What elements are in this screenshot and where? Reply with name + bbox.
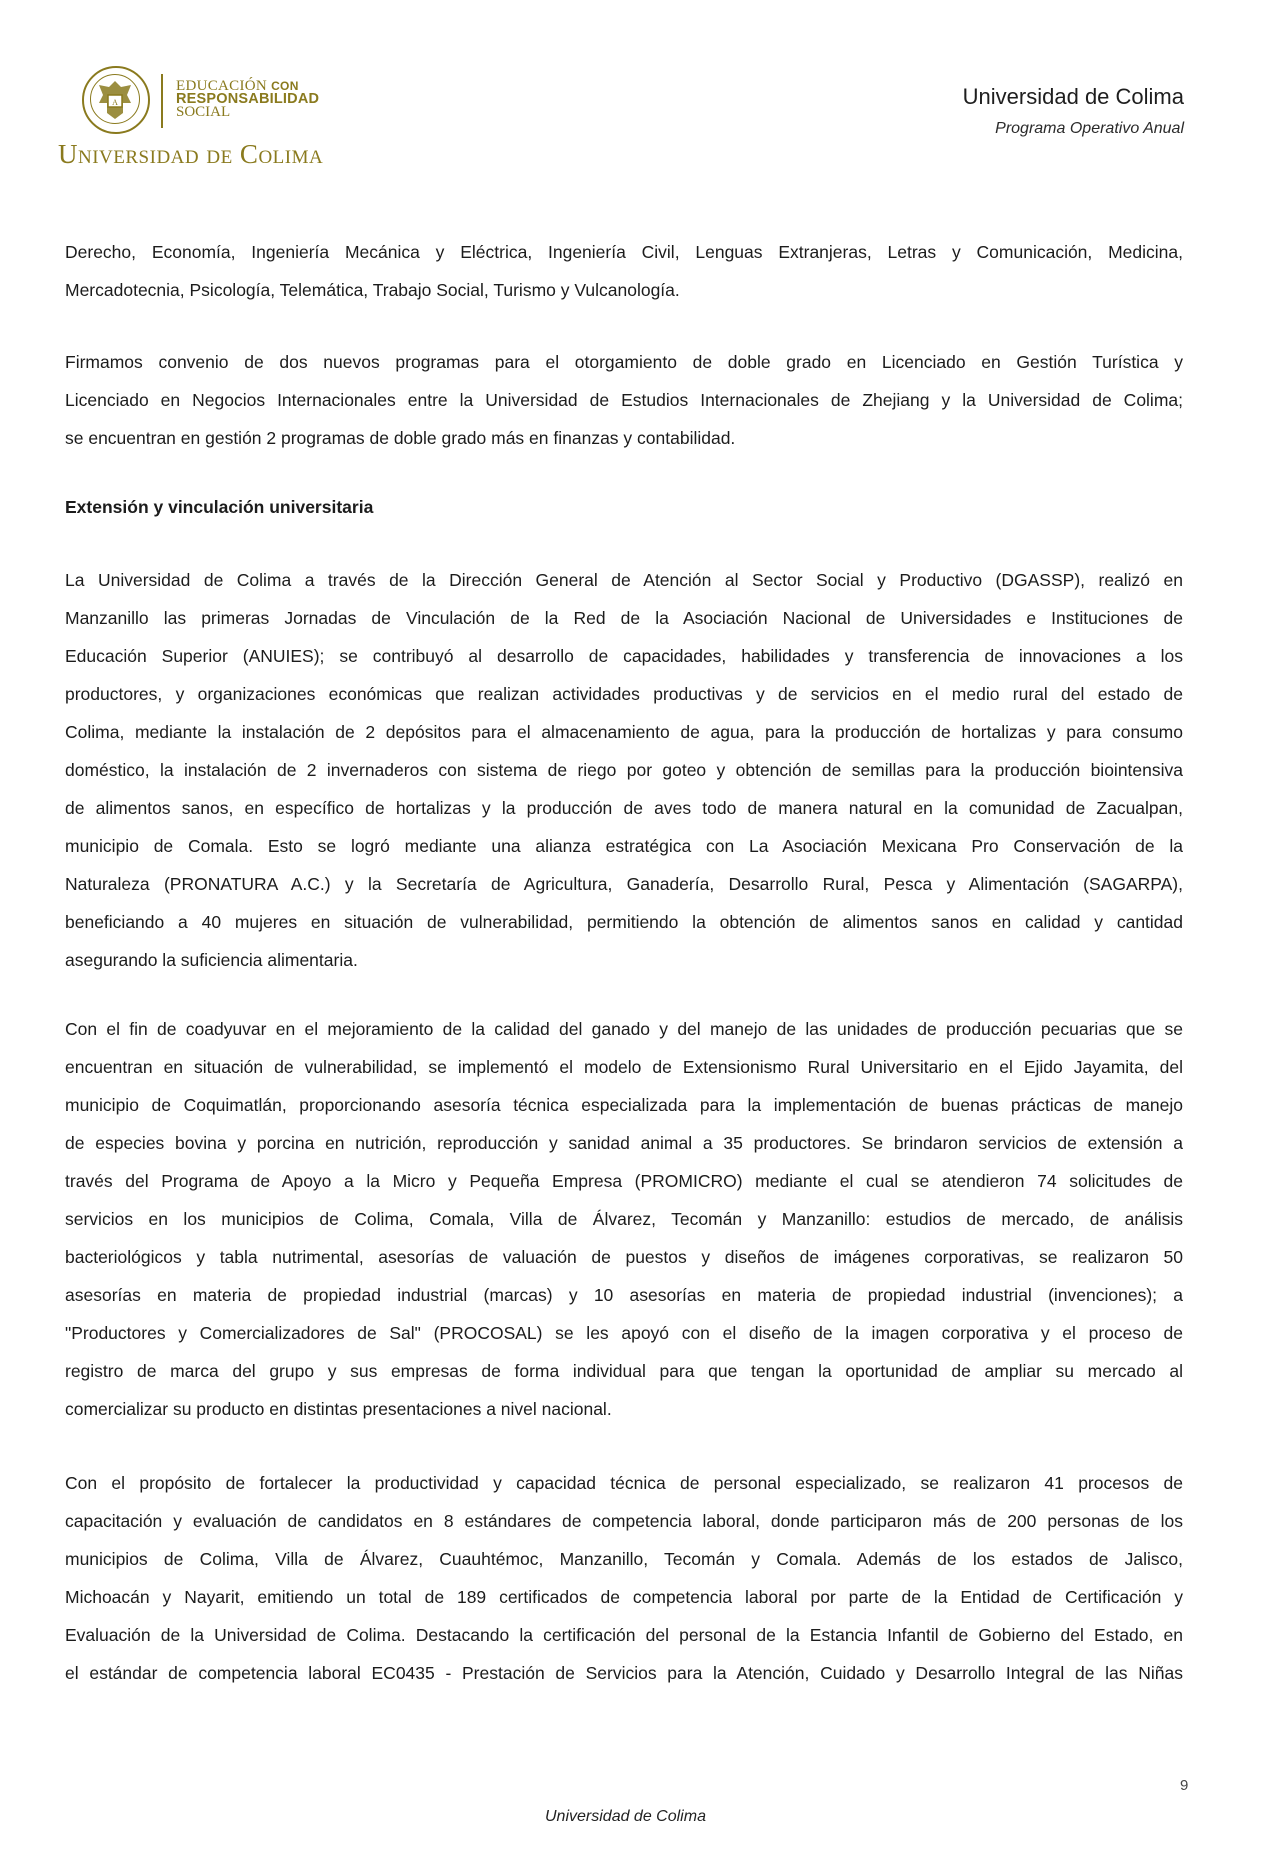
header-title: Universidad de Colima (962, 84, 1184, 109)
paragraph-line: de especies bovina y porcina en nutrición, reproducción y sanidad animal a 35 productores. Se brindaron servicios de extensión a (65, 1133, 1183, 1153)
paragraph-line: registro de marca del grupo y sus empresas de forma individual para que tengan la oportunidad de ampliar su mercado al (65, 1361, 1183, 1381)
paragraph-line: "Productores y Comercializadores de Sal" (PROCOSAL) se les apoyó con el diseño de la imagen corporativa y el proceso de (65, 1323, 1183, 1343)
paragraph-line: La Universidad de Colima a través de la Dirección General de Atención al Sector Social y Productivo (DGASSP), realizó en (65, 570, 1183, 590)
eagle-crest-icon (90, 74, 140, 124)
page-number: 9 (1180, 1777, 1189, 1794)
paragraph-line: municipio de Comala. Esto se logró mediante una alianza estratégica con La Asociación Mexicana Pro Conservación de la (65, 836, 1183, 856)
paragraph-line: encuentran en situación de vulnerabilidad, se implementó el modelo de Extensionismo Rural Universitario en el Ejido Jayamita, del (65, 1057, 1183, 1077)
university-seal-icon (82, 66, 150, 134)
slogan-line-3: SOCIAL (176, 104, 231, 120)
paragraph-line: capacitación y evaluación de candidatos en 8 estándares de competencia laboral, donde participaron más de 200 personas de los (65, 1511, 1183, 1531)
slogan-line-2: RESPONSABILIDAD (176, 91, 320, 107)
paragraph-line: Naturaleza (PRONATURA A.C.) y la Secretaría de Agricultura, Ganadería, Desarrollo Rural, Pesca y Alimentación (SAGARPA), (65, 874, 1183, 894)
paragraph-line: asegurando la suficiencia alimentaria. (65, 950, 358, 970)
paragraph-line: municipios de Colima, Villa de Álvarez, Cuauhtémoc, Manzanillo, Tecomán y Comala. Además de los estados de Jalisco, (65, 1549, 1183, 1569)
paragraph-line: través del Programa de Apoyo a la Micro y Pequeña Empresa (PROMICRO) mediante el cual se atendieron 74 solicitudes de (65, 1171, 1183, 1191)
paragraph-line: de alimentos sanos, en específico de hortalizas y la producción de aves todo de manera natural en la comunidad de Zacualpan, (65, 798, 1183, 818)
paragraph-line: Manzanillo las primeras Jornadas de Vinculación de la Red de la Asociación Nacional de Universidades e Instituciones de (65, 608, 1183, 628)
paragraph-line: Michoacán y Nayarit, emitiendo un total de 189 certificados de competencia laboral por parte de la Entidad de Certificación y (65, 1587, 1183, 1607)
slogan-con: CON (271, 79, 299, 93)
paragraph-line: Colima, mediante la instalación de 2 depósitos para el almacenamiento de agua, para la producción de hortalizas y para consumo (65, 722, 1183, 742)
section-heading: Extensión y vinculación universitaria (65, 497, 374, 517)
paragraph-line: asesorías en materia de propiedad industrial (marcas) y 10 asesorías en materia de propiedad industrial (invenciones); a (65, 1285, 1183, 1305)
paragraph-line: el estándar de competencia laboral EC0435 - Prestación de Servicios para la Atención, Cuidado y Desarrollo Integral de las Niñas (65, 1663, 1183, 1683)
paragraph-line: bacteriológicos y tabla nutrimental, asesorías de valuación de puestos y diseños de imágenes corporativas, se realizaron 50 (65, 1247, 1183, 1267)
logo-university-name: Universidad de Colima (58, 139, 324, 169)
paragraph-line: beneficiando a 40 mujeres en situación de vulnerabilidad, permitiendo la obtención de alimentos sanos en calidad y cantidad (65, 912, 1183, 932)
paragraph-line: Firmamos convenio de dos nuevos programas para el otorgamiento de doble grado en Licenciado en Gestión Turística y (65, 352, 1183, 372)
paragraph-line: Educación Superior (ANUIES); se contribuyó al desarrollo de capacidades, habilidades y transferencia de innovaciones a los (65, 646, 1183, 666)
paragraph-line: Derecho, Economía, Ingeniería Mecánica y Eléctrica, Ingeniería Civil, Lenguas Extranjeras, Letras y Comunicación, Medicina, (65, 242, 1183, 262)
paragraph-line: Licenciado en Negocios Internacionales entre la Universidad de Estudios Internacionales de Zhejiang y la Universidad de Colima; (65, 390, 1183, 410)
logo-slogan (176, 80, 319, 119)
slogan-line-1: EDUCACIÓN (176, 78, 268, 94)
header-subtitle: Programa Operativo Anual (995, 120, 1184, 137)
svg-text:A: A (112, 98, 118, 107)
paragraph-line: comercializar su producto en distintas presentaciones a nivel nacional. (65, 1399, 612, 1419)
logo-divider (161, 74, 163, 128)
paragraph-line: municipio de Coquimatlán, proporcionando asesoría técnica especializada para la implementación de buenas prácticas de manejo (65, 1095, 1183, 1115)
paragraph-line: Mercadotecnia, Psicología, Telemática, Trabajo Social, Turismo y Vulcanología. (65, 280, 680, 300)
paragraph-line: servicios en los municipios de Colima, Comala, Villa de Álvarez, Tecomán y Manzanillo: estudios de mercado, de análisis (65, 1209, 1183, 1229)
paragraph-line: productores, y organizaciones económicas que realizan actividades productivas y de servicios en el medio rural del estado de (65, 684, 1183, 704)
paragraph-line: doméstico, la instalación de 2 invernaderos con sistema de riego por goteo y obtención de semillas para la producción biointensiva (65, 760, 1183, 780)
footer-text: Universidad de Colima (545, 1808, 706, 1825)
paragraph-line: Con el propósito de fortalecer la productividad y capacidad técnica de personal especializado, se realizaron 41 procesos de (65, 1473, 1183, 1493)
paragraph-line: Con el fin de coadyuvar en el mejoramiento de la calidad del ganado y del manejo de las unidades de producción pecuarias que se (65, 1019, 1183, 1039)
paragraph-line: Evaluación de la Universidad de Colima. Destacando la certificación del personal de la Estancia Infantil de Gobierno del Estado, en (65, 1625, 1183, 1645)
paragraph-line: se encuentran en gestión 2 programas de doble grado más en finanzas y contabilidad. (65, 428, 736, 448)
